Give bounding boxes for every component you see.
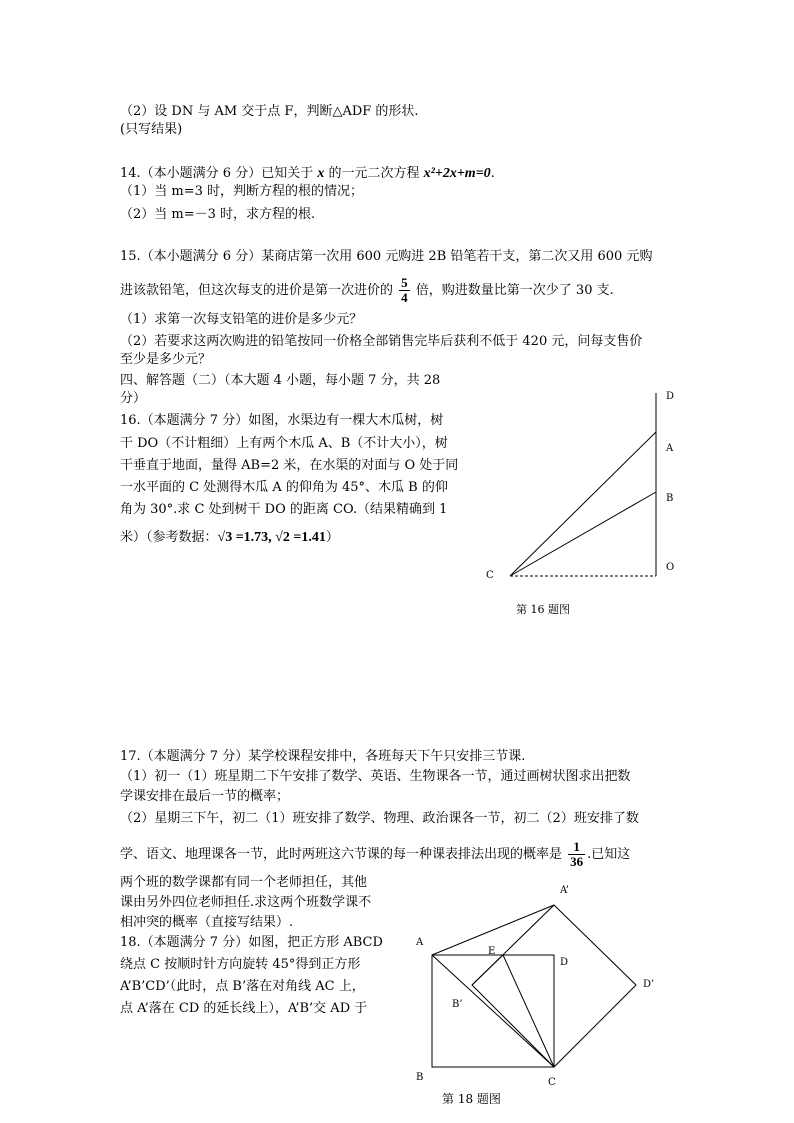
q18-line4: 点 A’落在 CD 的延长线上），A’B’交 AD 于 xyxy=(120,1001,368,1016)
label-e: E xyxy=(488,946,496,957)
q15-line2 xyxy=(120,276,614,305)
sightline-ca xyxy=(510,432,656,576)
label-d: D xyxy=(666,391,675,402)
q16-line3: 干垂直于地面，量得 AB=2 米，在水渠的对面与 O 处于同 xyxy=(120,458,459,473)
q14-stem xyxy=(120,165,495,183)
label-d-prime: D’ xyxy=(643,979,655,990)
q17-line8: 相冲突的概率（直接写结果）. xyxy=(120,915,294,930)
q16-figure xyxy=(480,385,700,590)
q18-line1: 18.（本题满分 7 分）如图，把正方形 ABCD xyxy=(120,935,383,950)
q14-part1: （1）当 m=3 时，判断方程的根的情况； xyxy=(120,184,364,199)
q18-figure-caption: 第 18 题图 xyxy=(442,1092,501,1106)
q16-line5: 角为 30°.求 C 处到树干 DO 的距离 CO.（结果精确到 1 xyxy=(120,502,448,517)
q15-part2-line1: （2）若要求这两次购进的铅笔按同一价格全部销售完毕后获利不低于 420 元，问每支售价 xyxy=(120,334,643,349)
q18-line2: 绕点 C 按顺时针方向旋转 45°得到正方形 xyxy=(120,957,361,972)
q18-figure xyxy=(410,875,670,1090)
q14-variable: x xyxy=(317,166,325,181)
q14-equation: x²+2x+m=0 xyxy=(423,166,491,181)
label-c: C xyxy=(486,570,494,581)
segment-b-prime-d xyxy=(472,955,503,985)
q17-line5 xyxy=(120,840,630,869)
q16-line6-b: ） xyxy=(325,530,339,545)
label-b: B xyxy=(416,1072,424,1083)
section4-title-line1: 四、解答题（二）（本大题 4 小题，每小题 7 分，共 28 xyxy=(120,373,441,388)
label-b-prime: B’ xyxy=(452,999,463,1010)
label-a: A xyxy=(666,443,674,454)
label-o: O xyxy=(666,562,675,573)
q15-line1: 15.（本小题满分 6 分）某商店第一次用 600 元购进 2B 铅笔若干支，第二次又用 600 元购 xyxy=(120,249,653,264)
label-d: D xyxy=(560,957,569,968)
q17-line3: 学课安排在最后一节的概率； xyxy=(120,789,290,804)
q16-line4: 一水平面的 C 处测得木瓜 A 的仰角为 45°、木瓜 B 的仰 xyxy=(120,480,448,495)
q14-part2: （2）当 m=－3 时，求方程的根. xyxy=(120,207,316,222)
q17-line6: 两个班的数学课都有同一个老师担任，其他 xyxy=(120,875,368,890)
q16-line2: 干 DO（不计粗细）上有两个木瓜 A、B（不计大小），树 xyxy=(120,436,448,451)
label-b: B xyxy=(666,493,674,504)
q15-part1: （1）求第一次每支铅笔的进价是多少元？ xyxy=(120,312,363,327)
q16-line1: 16.（本题满分 7 分）如图，水渠边有一棵大木瓜树，树 xyxy=(120,413,444,428)
q17-line7: 课由另外四位老师担任.求这两个班数学课不 xyxy=(120,895,372,910)
q15-line2-a: 进该款铅笔，但这次每支的进价是第一次进价的 xyxy=(120,283,394,298)
q15-part2-line2: 至少是多少元？ xyxy=(120,352,212,367)
q15-fraction xyxy=(399,276,410,305)
q16-figure-caption: 第 16 题图 xyxy=(516,603,570,616)
segment-e-c xyxy=(503,955,554,1067)
q13-part2: （2）设 DN 与 AM 交于点 F，判断△ADF 的形状. xyxy=(120,104,419,119)
q15-frac-num: 5 xyxy=(401,275,408,290)
q14-stem-text: 14.（本小题满分 6 分）已知关于 xyxy=(120,166,314,181)
q13-part2-note: (只写结果) xyxy=(120,122,183,137)
q16-line6 xyxy=(120,529,339,547)
q14-stem-mid: 的一元二次方程 xyxy=(328,166,420,181)
q18-line3: A’B’CD’（此时，点 B’落在对角线 AC 上， xyxy=(120,979,365,994)
q15-frac-den: 4 xyxy=(401,290,408,305)
section4-title-line2: 分） xyxy=(120,391,147,406)
q17-line4: （2）星期三下午，初二（1）班安排了数学、物理、政治课各一节，初二（2）班安排了数 xyxy=(120,811,639,826)
q16-reference-data: √3 =1.73, √2 =1.41 xyxy=(217,530,326,545)
q17-line5-b: .已知这 xyxy=(587,847,631,862)
q14-stem-end: . xyxy=(490,166,495,181)
q15-line2-b: 倍，购进数量比第一次少了 30 支. xyxy=(415,283,614,298)
q17-fraction xyxy=(568,840,585,869)
label-a: A xyxy=(416,937,424,948)
q17-frac-den: 36 xyxy=(570,854,584,869)
q17-line2: （1）初一（1）班星期二下午安排了数学、英语、生物课各一节，通过画树状图求出把数 xyxy=(120,769,631,784)
q16-line6-a: 米）（参考数据： xyxy=(120,530,218,545)
label-c: C xyxy=(548,1077,556,1088)
label-a-prime: A’ xyxy=(560,885,569,896)
diagonal-ac xyxy=(432,955,554,1067)
q17-line5-a: 学、语文、地理课各一节，此时两班这六节课的每一种课表排法出现的概率是 xyxy=(120,847,563,862)
q17-frac-num: 1 xyxy=(568,840,585,855)
q17-line1: 17.（本题满分 7 分）某学校课程安排中，各班每天下午只安排三节课. xyxy=(120,749,526,764)
